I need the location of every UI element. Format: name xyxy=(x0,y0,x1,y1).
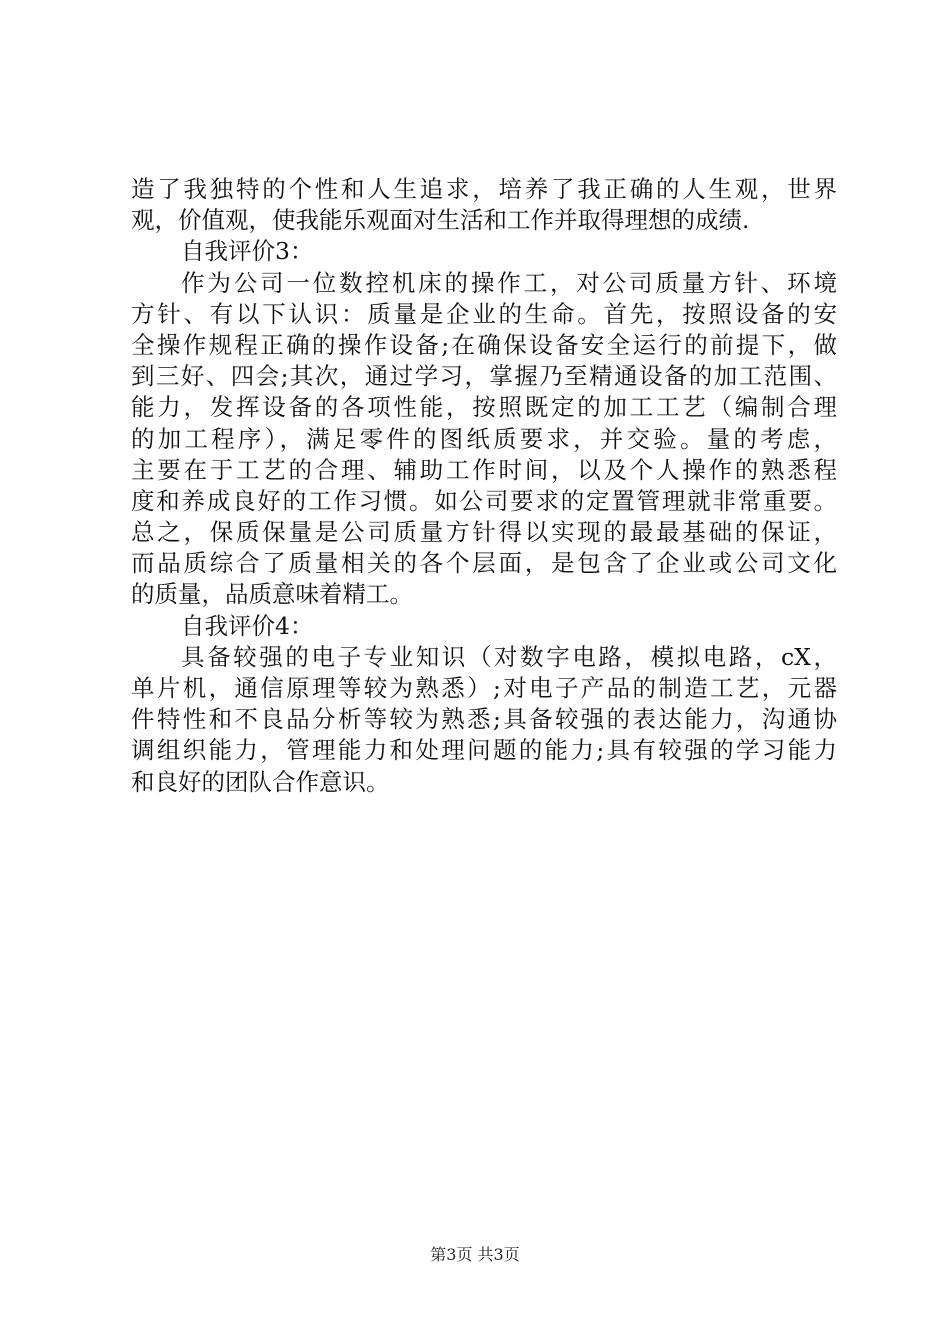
text-line: 能力，发挥设备的各项性能，按照既定的加工工艺（编制合理 xyxy=(131,393,837,422)
section-heading: 自我评价3： xyxy=(181,237,314,266)
body-text xyxy=(131,174,837,798)
text-line: 到三好、四会;其次，通过学习，掌握乃至精通设备的加工范围、 xyxy=(131,362,837,391)
text-line: 的加工程序），满足零件的图纸质要求，并交验。量的考虑， xyxy=(131,424,837,453)
text-line: 方针、有以下认识：质量是企业的生命。首先，按照设备的安 xyxy=(131,299,837,328)
section-heading: 自我评价4： xyxy=(181,611,314,640)
text-line: 调组织能力，管理能力和处理问题的能力;具有较强的学习能力 xyxy=(131,736,837,765)
text-line: 具备较强的电子专业知识（对数字电路，模拟电路，cX， xyxy=(181,642,837,671)
text-line: 单片机，通信原理等较为熟悉）;对电子产品的制造工艺，元器 xyxy=(131,674,837,702)
text-line: 和良好的团队合作意识。 xyxy=(131,767,390,796)
text-line: 全操作规程正确的操作设备;在确保设备安全运行的前提下，做 xyxy=(131,330,837,359)
text-line: 主要在于工艺的合理、辅助工作时间，以及个人操作的熟悉程 xyxy=(131,455,837,484)
text-line: 的质量，品质意味着精工。 xyxy=(131,580,413,609)
page-footer: 第3页 共3页 xyxy=(430,1245,520,1264)
text-line: 度和养成良好的工作习惯。如公司要求的定置管理就非常重要。 xyxy=(131,486,837,515)
text-line: 作为公司一位数控机床的操作工，对公司质量方针、环境 xyxy=(181,268,837,297)
text-line: 总之，保质保量是公司质量方针得以实现的最最基础的保证， xyxy=(131,518,837,547)
text-line: 造了我独特的个性和人生追求，培养了我正确的人生观，世界 xyxy=(131,175,837,203)
text-line: 件特性和不良品分析等较为熟悉;具备较强的表达能力，沟通协 xyxy=(131,705,837,734)
text-line: 观，价值观，使我能乐观面对生活和工作并取得理想的成绩. xyxy=(131,206,750,235)
text-line: 而品质综合了质量相关的各个层面，是包含了企业或公司文化 xyxy=(131,549,837,578)
